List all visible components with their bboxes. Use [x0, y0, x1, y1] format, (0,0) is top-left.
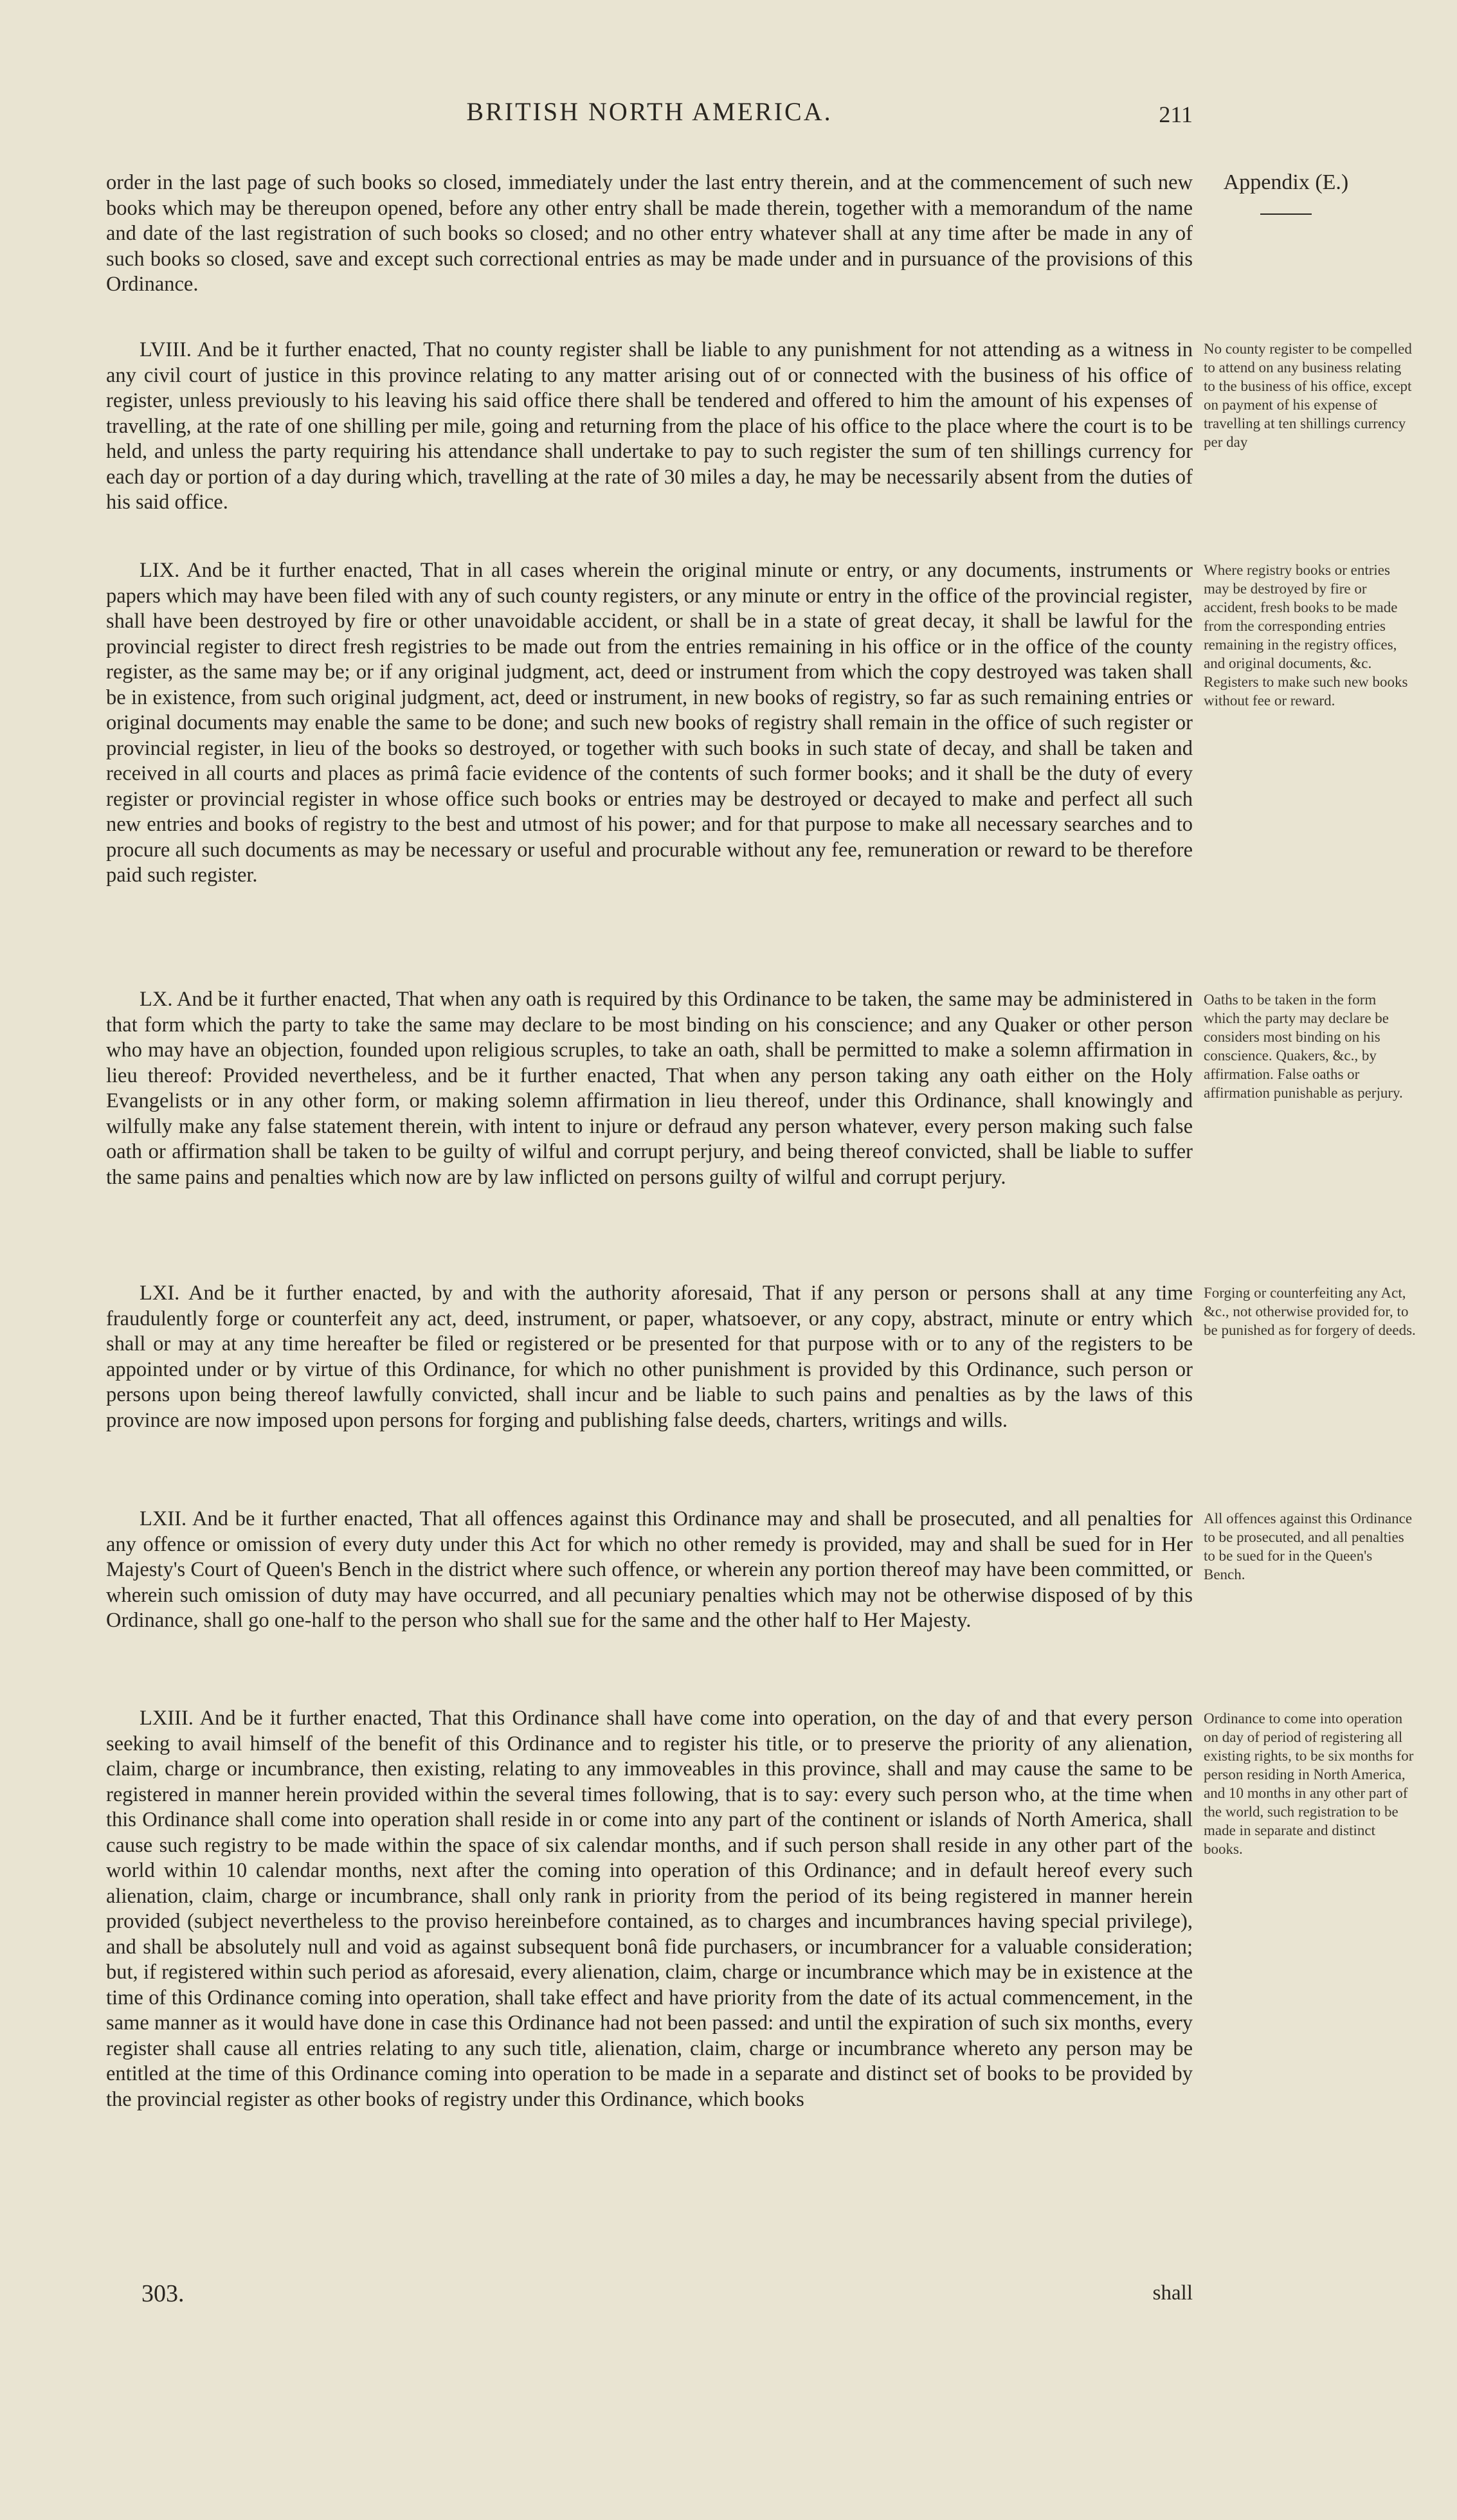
appendix-label: Appendix (E.) [1223, 170, 1349, 194]
side-note-lxiii [1204, 1709, 1416, 1858]
side-note-lxii [1204, 1509, 1416, 1584]
side-note-text: Where registry books or entries may be destroyed by fire or accident, fresh books to be made from the corresponding entries remaining in the registry offices, and original documents, &c. Registers to make such new books without fee or reward. [1204, 562, 1408, 709]
catchword: shall [1152, 2281, 1193, 2305]
section-text: LXI. And be it further enacted, by and with the authority aforesaid, That if any person or persons shall at any time fraudulently forge or counterfeit any act, deed, instrument, or paper, whatsoever, or any copy, abstract, minute or entry which shall or may at any time hereafter be filed or registered or be presented for that purpose with or to any of the registers to be appointed under or by virtue of this Ordinance, for which no other punishment is provided by this Ordinance, such person or persons upon being thereof lawfully convicted, shall incur and be liable to such pains and penalties as by the laws of this province are now imposed upon persons for forging and publishing false deeds, charters, writings and wills. [106, 1282, 1193, 1432]
section-lxii [106, 1507, 1193, 1634]
section-text: LXIII. And be it further enacted, That this Ordinance shall have come into operation, on the day of and that every person seeking to avail himself of the benefit of this Ordinance and to register his title, or to preserve the priority of any alienation, claim, charge or incumbrance, then existing, relating to any immoveables in this province, shall and may cause the same to be registered in manner herein provided within the several times following, that is to say: every such person who, at the time when this Ordinance shall come into operation shall reside in or come into any part of the continent or islands of North America, shall cause such registry to be made within the space of six calendar months, and if such person shall reside in any other part of the world within 10 calendar months, next after the coming into operation of this Ordinance; and in default hereof every such alienation, claim, charge or incumbrance, shall only rank in priority from the period of its being registered in manner herein provided (subject nevertheless to the proviso hereinbefore contained, as to charges and incumbrances having special privilege), and shall be absolutely null and void as against subsequent bonâ fide purchasers, or incumbrancer for a valuable consideration; but, if registered within such period as aforesaid, every alienation, claim, charge or incumbrance which may be in existence at the time of this Ordinance coming into operation, shall take effect and have priority from the date of its actual commencement, in the same manner as it would have done in case this Ordinance had not been passed: and until the expiration of such six months, every register shall cause all entries relating to any such title, alienation, claim, charge or incumbrance whereto any person may be entitled at the time of this Ordinance coming into operation to be made in a separate and distinct set of books to be provided by the provincial register as other books of registry under this Ordinance, which books [106, 1707, 1193, 2111]
section-lxiii [106, 1706, 1193, 2112]
side-note-lxi [1204, 1283, 1416, 1339]
side-note-text: Ordinance to come into operation on day of period of registering all existing rights, to be six months for person residing in North America, and 10 months in any other part of the world, such registration to be made in separate and distinct books. [1204, 1710, 1414, 1857]
section-text: LX. And be it further enacted, That when any oath is required by this Ordinance to be taken, the same may be administered in that form which the party to take the same may declare to be most binding on his conscience; and any Quaker or other person who may have an objection, founded upon religious scruples, to take an oath, shall be permitted to make a solemn affirmation in lieu thereof: Provided nevertheless, and be it further enacted, That when any person taking any oath either on the Holy Evangelists or in any other form, or making solemn affirmation in lieu thereof, under this Ordinance, shall knowingly and wilfully make any false statement therein, with intent to injure or defraud any person whatever, every person making such false oath or affirmation shall be taken to be guilty of wilful and corrupt perjury, and being thereof convicted, shall be liable to suffer the same pains and penalties which now are by law inflicted on persons guilty of wilful and corrupt perjury. [106, 988, 1193, 1189]
section-lx [106, 987, 1193, 1190]
side-note-text: Oaths to be taken in the form which the party may declare be considers most binding on his conscience. Quakers, &c., by affirmation. False oaths or affirmation punishable as perjury. [1204, 992, 1403, 1101]
section-text: LXII. And be it further enacted, That all offences against this Ordinance may and shall be prosecuted, and all penalties for any offence or omission of every duty under this Act for which no other remedy is provided, may and shall be sued for in Her Majesty's Court of Queen's Bench in the district where such offence, or wherein any portion thereof may have been committed, or wherein such omission of duty may have occurred, and all pecuniary penalties which may not be otherwise disposed of by this Ordinance, shall go one-half to the person who shall sue for the same and the other half to Her Majesty. [106, 1507, 1193, 1632]
side-note-text: All offences against this Ordinance to be prosecuted, and all penalties to be sued for in the Queen's Bench. [1204, 1510, 1413, 1582]
side-note-lx [1204, 990, 1416, 1102]
running-head: BRITISH NORTH AMERICA. [466, 97, 833, 126]
appendix-rule [1260, 213, 1312, 215]
side-note-text: Forging or counterfeiting any Act, &c., not otherwise provided for, to be punished as for forgery of deeds. [1204, 1285, 1416, 1338]
paragraph-continuation [106, 170, 1193, 298]
section-lxi [106, 1281, 1193, 1433]
section-lix [106, 558, 1193, 889]
page-number: 211 [1159, 102, 1193, 127]
signature-mark: 303. [141, 2280, 185, 2307]
paragraph-text: order in the last page of such books so closed, immediately under the last entry therein, and at the commencement of such new books which may be thereupon opened, before any other entry shall be made therein, together with a memorandum of the name and date of the last registration of such books so closed; and no other entry whatever shall at any time after be made in any of such books so closed, save and except such correctional entries as may be made under and in pursuance of the provisions of this Ordinance. [106, 171, 1193, 296]
side-note-lviii [1204, 340, 1416, 451]
section-text: LIX. And be it further enacted, That in all cases wherein the original minute or entry, or any documents, instruments or papers which may have been filed with any of such county registers, or any minute or entry in the office of the provincial register, shall have been destroyed by fire or other unavoidable accident, or shall be in a state of great decay, it shall be lawful for the provincial register to direct fresh registries to be made out from the entries remaining in his office or in the office of the county register, as the same may be; or if any original judgment, act, deed or instrument from which the copy destroyed was taken shall be in existence, from such original judgment, act, deed or instrument, in new books of registry, so far as such remaining entries or original documents may enable the same to be done; and such new books of registry shall remain in the office of such register or provincial register, in lieu of the books so destroyed, or together with such books in such state of decay, and shall be taken and received in all courts and places as primâ facie evidence of the contents of such former books; and it shall be the duty of every register or provincial register in whose office such books or entries may be destroyed or decayed to make and perfect all such new entries and books of registry to the best and utmost of his power; and for that purpose to make all necessary searches and to procure all such documents as may be necessary or useful and procurable without any fee, remuneration or reward to be therefore paid such register. [106, 559, 1193, 887]
section-lviii [106, 338, 1193, 516]
section-text: LVIII. And be it further enacted, That no county register shall be liable to any punishment for not attending as a witness in any civil court of justice in this province relating to any matter arising out of or connected with the business of his office of register, unless previously to his leaving his said office there shall be tendered and offered to him the amount of his expenses of travelling, at the rate of one shilling per mile, going and returning from the place of his office to the place where the court is to be held, and unless the party requiring his attendance shall undertake to pay to such register the sum of ten shillings currency for each day or portion of a day during which, travelling at the rate of 30 miles a day, he may be necessarily absent from the duties of his said office. [106, 338, 1193, 514]
side-note-text: No county register to be compelled to attend on any business relating to the business of his office, except on payment of his expense of travelling at ten shillings currency per day [1204, 341, 1412, 450]
side-note-lix [1204, 561, 1416, 710]
